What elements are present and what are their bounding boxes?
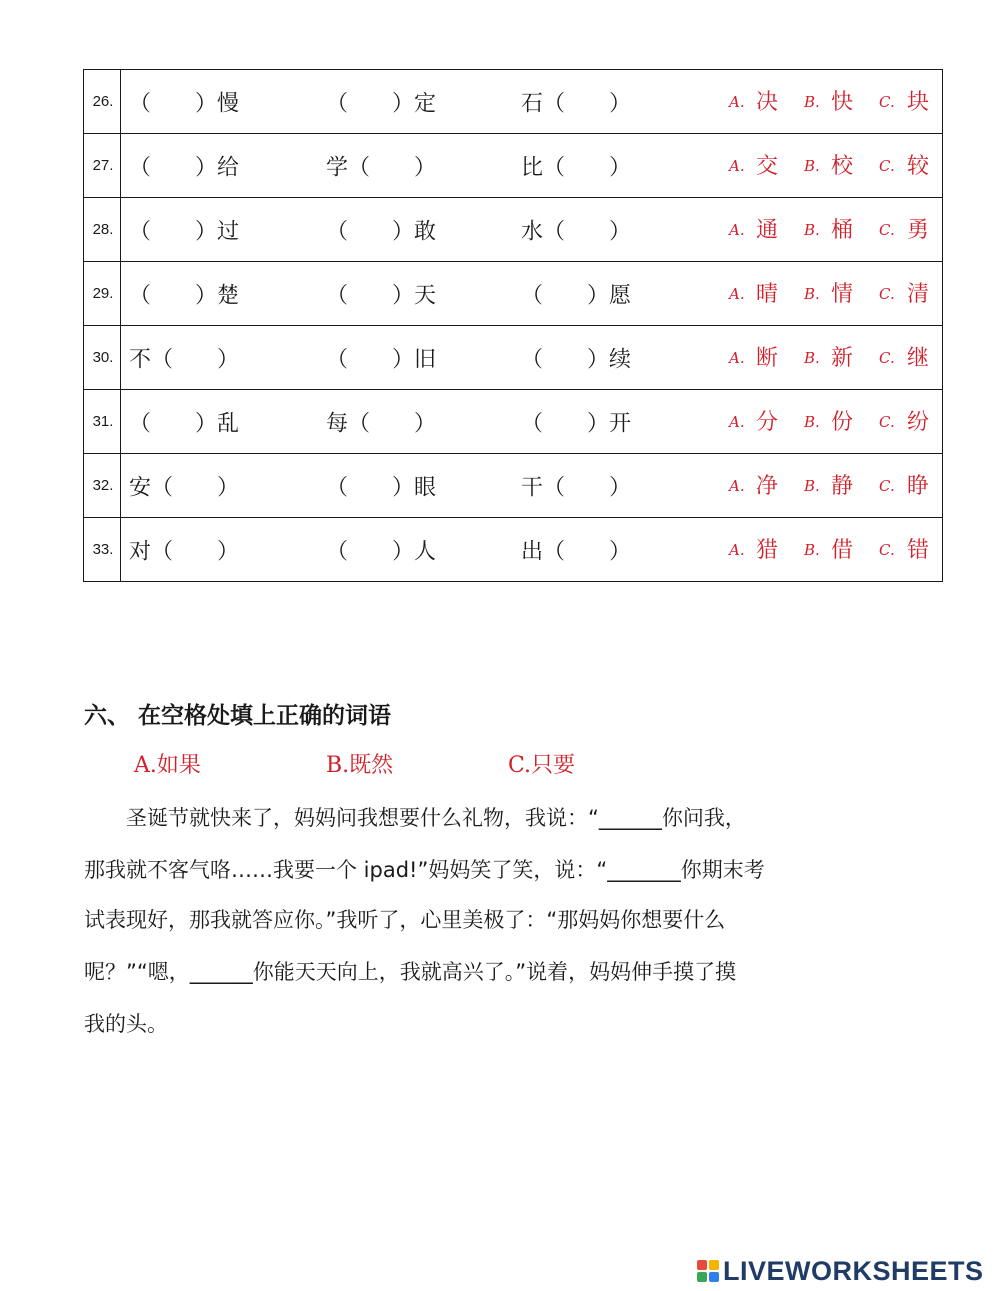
option-character[interactable]: 较 [907, 153, 930, 179]
option-letter: C. [879, 220, 895, 239]
option-letter: B. [804, 476, 820, 495]
fill-blank-word[interactable]: 石（ ） [521, 91, 632, 116]
option-character[interactable]: 错 [907, 537, 930, 563]
option-character[interactable]: 猎 [756, 537, 779, 563]
option-character[interactable]: 决 [756, 89, 779, 115]
option-letter: B. [804, 348, 820, 367]
option-letter: A. [729, 284, 745, 303]
answer-options [729, 466, 977, 506]
option-letter: A. [729, 156, 745, 175]
paragraph-line: 圣诞节就快来了，妈妈问我想要什么礼物，我说：“______你问我， [84, 806, 746, 830]
word-cell [121, 454, 943, 518]
word-cell [121, 262, 943, 326]
fill-blank-word[interactable]: 干（ ） [521, 475, 632, 500]
option-character[interactable]: 块 [907, 89, 930, 115]
fill-blank-word[interactable]: （ ）定 [326, 91, 437, 116]
question-number: 27. [84, 134, 121, 198]
answer-options [729, 146, 977, 186]
answer-options [729, 274, 977, 314]
word-cell [121, 390, 943, 454]
word-cell [121, 134, 943, 198]
question-number: 29. [84, 262, 121, 326]
word-cell [121, 326, 943, 390]
paragraph-line: 呢？”“嗯，______你能天天向上，我就高兴了。”说着，妈妈伸手摸了摸 [84, 960, 737, 984]
option-letter: B. [804, 220, 820, 239]
table-row [84, 262, 943, 326]
option-letter: B. [804, 156, 820, 175]
option-letter: C. [879, 412, 895, 431]
fill-blank-word[interactable]: 学（ ） [326, 155, 437, 180]
option-letter: C. [879, 540, 895, 559]
fill-blank-word[interactable]: 比（ ） [521, 155, 632, 180]
fill-blank-word[interactable]: （ ）慢 [129, 91, 240, 116]
question-number: 30. [84, 326, 121, 390]
logo-square [709, 1260, 719, 1270]
option-character[interactable]: 分 [756, 409, 779, 435]
option-character[interactable]: 通 [756, 217, 779, 243]
option-character[interactable]: 静 [831, 473, 854, 499]
choice-c: C.只要 [508, 753, 576, 778]
choice-a: A.如果 [134, 753, 201, 778]
table-row [84, 70, 943, 134]
option-character[interactable]: 睁 [907, 473, 930, 499]
fill-blank-word[interactable]: 不（ ） [129, 347, 240, 372]
option-letter: C. [879, 92, 895, 111]
option-character[interactable]: 桶 [831, 217, 854, 243]
option-character[interactable]: 勇 [907, 217, 930, 243]
table-row [84, 518, 943, 582]
word-cell [121, 70, 943, 134]
fill-blank-word[interactable]: （ ）人 [326, 539, 437, 564]
fill-blank-word[interactable]: （ ）旧 [326, 347, 437, 372]
fill-blank-word[interactable]: （ ）楚 [129, 283, 240, 308]
option-letter: B. [804, 412, 820, 431]
answer-options [729, 338, 977, 378]
fill-blank-word[interactable]: 安（ ） [129, 475, 240, 500]
paragraph-line: 我的头。 [84, 1012, 168, 1036]
option-character[interactable]: 纷 [907, 409, 930, 435]
fill-blank-word[interactable]: （ ）眼 [326, 475, 437, 500]
question-number: 26. [84, 70, 121, 134]
table-row [84, 134, 943, 198]
word-cell [121, 518, 943, 582]
option-character[interactable]: 清 [907, 281, 930, 307]
option-letter: A. [729, 476, 745, 495]
option-letter: A. [729, 220, 745, 239]
table-row [84, 326, 943, 390]
option-letter: B. [804, 92, 820, 111]
fill-blank-word[interactable]: 对（ ） [129, 539, 240, 564]
section-title: 六、 在空格处填上正确的词语 [84, 703, 392, 729]
fill-blank-word[interactable]: （ ）过 [129, 219, 240, 244]
question-number: 28. [84, 198, 121, 262]
table-row [84, 198, 943, 262]
fill-blank-word[interactable]: 每（ ） [326, 411, 437, 436]
logo-text: LIVEWORKSHEETS [723, 1255, 984, 1286]
fill-blank-word[interactable]: 出（ ） [521, 539, 632, 564]
table-row [84, 390, 943, 454]
fill-blank-word[interactable]: 水（ ） [521, 219, 632, 244]
option-letter: C. [879, 156, 895, 175]
option-letter: C. [879, 284, 895, 303]
option-character[interactable]: 新 [831, 345, 854, 371]
option-character[interactable]: 晴 [756, 281, 779, 307]
option-letter: A. [729, 540, 745, 559]
logo-square [709, 1272, 719, 1282]
question-number: 33. [84, 518, 121, 582]
option-character[interactable]: 断 [756, 345, 779, 371]
fill-blank-word[interactable]: （ ）给 [129, 155, 240, 180]
answer-options [729, 82, 977, 122]
option-character[interactable]: 交 [756, 153, 779, 179]
fill-blank-word[interactable]: （ ）天 [326, 283, 437, 308]
answer-options [729, 210, 977, 250]
option-letter: A. [729, 348, 745, 367]
option-character[interactable]: 净 [756, 473, 779, 499]
option-character[interactable]: 情 [831, 281, 854, 307]
fill-blank-word[interactable]: （ ）乱 [129, 411, 240, 436]
fill-blank-word[interactable]: （ ）敢 [326, 219, 437, 244]
word-choice-table [83, 69, 943, 582]
fill-blank-word[interactable]: （ ）愿 [521, 283, 632, 308]
paragraph-line: 那我就不客气咯……我要一个 ipad!”妈妈笑了笑，说：“_______你期末考 [84, 858, 765, 882]
option-character[interactable]: 校 [831, 153, 854, 179]
answer-options [729, 402, 977, 442]
option-letter: A. [729, 412, 745, 431]
option-letter: A. [729, 92, 745, 111]
fill-blank-word[interactable]: （ ）续 [521, 347, 632, 372]
word-cell [121, 198, 943, 262]
paragraph-line: 试表现好，那我就答应你。”我听了，心里美极了：“那妈妈你想要什么 [84, 908, 726, 932]
logo-square [697, 1272, 707, 1282]
option-letter: B. [804, 284, 820, 303]
question-number: 31. [84, 390, 121, 454]
liveworksheets-logo[interactable] [697, 1255, 984, 1287]
option-letter: B. [804, 540, 820, 559]
option-character[interactable]: 继 [907, 345, 930, 371]
option-character[interactable]: 份 [831, 409, 854, 435]
choice-b: B.既然 [326, 753, 394, 778]
option-character[interactable]: 借 [831, 537, 854, 563]
option-character[interactable]: 快 [831, 89, 854, 115]
answer-options [729, 530, 977, 570]
question-number: 32. [84, 454, 121, 518]
table-row [84, 454, 943, 518]
option-letter: C. [879, 348, 895, 367]
logo-mark-icon [697, 1260, 719, 1282]
option-letter: C. [879, 476, 895, 495]
fill-blank-word[interactable]: （ ）开 [521, 411, 632, 436]
logo-square [697, 1260, 707, 1270]
